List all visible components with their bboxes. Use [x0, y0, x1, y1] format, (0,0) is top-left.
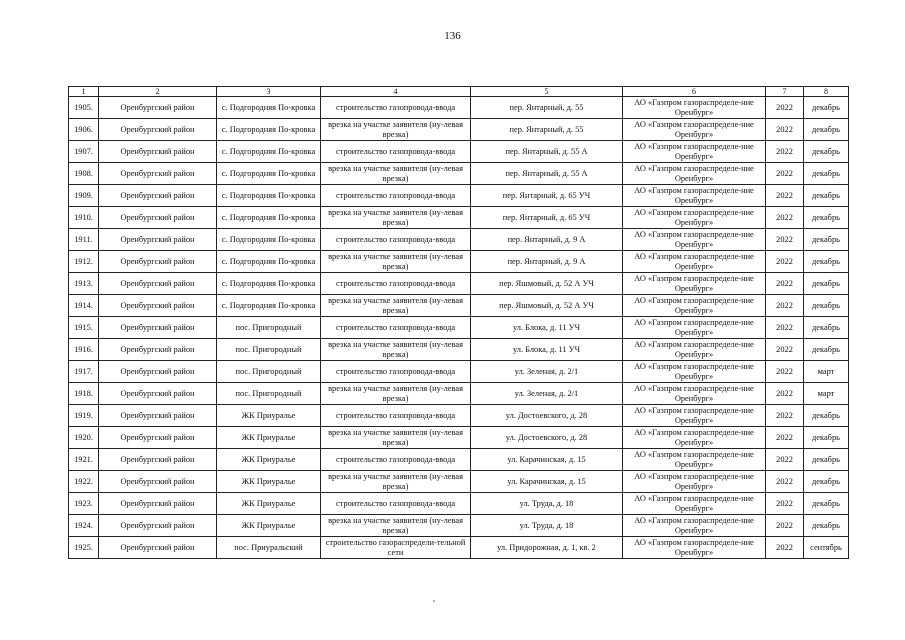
table-row — [69, 295, 849, 317]
row-number-cell: 1908. — [69, 163, 99, 185]
work-type-cell: врезка на участке заявителя (ну-левая врезка) — [321, 207, 471, 229]
table-row — [69, 471, 849, 493]
row-number-cell: 1905. — [69, 97, 99, 119]
month-cell: декабрь — [804, 515, 849, 537]
organization-cell: АО «Газпром газораспределе-ние Оренбург» — [623, 97, 766, 119]
organization-cell: АО «Газпром газораспределе-ние Оренбург» — [623, 537, 766, 559]
month-cell: декабрь — [804, 339, 849, 361]
month-cell: декабрь — [804, 471, 849, 493]
district-cell: Оренбургский район — [99, 207, 217, 229]
organization-cell: АО «Газпром газораспределе-ние Оренбург» — [623, 383, 766, 405]
organization-cell: АО «Газпром газораспределе-ние Оренбург» — [623, 317, 766, 339]
column-number: 5 — [471, 87, 623, 97]
work-type-cell: врезка на участке заявителя (ну-левая врезка) — [321, 471, 471, 493]
year-cell: 2022 — [766, 339, 804, 361]
work-type-cell: строительство газопровода-ввода — [321, 141, 471, 163]
organization-cell: АО «Газпром газораспределе-ние Оренбург» — [623, 493, 766, 515]
address-cell: пер. Янтарный, д. 65 УЧ — [471, 185, 623, 207]
year-cell: 2022 — [766, 207, 804, 229]
district-cell: Оренбургский район — [99, 383, 217, 405]
locality-cell: ЖК Приуралье — [217, 515, 321, 537]
table-row — [69, 493, 849, 515]
locality-cell: с. Подгородняя По-кровка — [217, 119, 321, 141]
district-cell: Оренбургский район — [99, 361, 217, 383]
row-number-cell: 1914. — [69, 295, 99, 317]
year-cell: 2022 — [766, 141, 804, 163]
locality-cell: с. Подгородняя По-кровка — [217, 163, 321, 185]
locality-cell: с. Подгородняя По-кровка — [217, 273, 321, 295]
address-cell: пер. Янтарный, д. 65 УЧ — [471, 207, 623, 229]
column-number: 7 — [766, 87, 804, 97]
work-type-cell: врезка на участке заявителя (ну-левая врезка) — [321, 119, 471, 141]
locality-cell: ЖК Приуралье — [217, 449, 321, 471]
locality-cell: с. Подгородняя По-кровка — [217, 185, 321, 207]
address-cell: пер. Янтарный, д. 9 А — [471, 251, 623, 273]
year-cell: 2022 — [766, 471, 804, 493]
year-cell: 2022 — [766, 251, 804, 273]
work-type-cell: строительство газопровода-ввода — [321, 185, 471, 207]
row-number-cell: 1919. — [69, 405, 99, 427]
work-type-cell: строительство газопровода-ввода — [321, 405, 471, 427]
column-number-row — [69, 87, 849, 97]
locality-cell: ЖК Приуралье — [217, 493, 321, 515]
organization-cell: АО «Газпром газораспределе-ние Оренбург» — [623, 119, 766, 141]
locality-cell: ЖК Приуралье — [217, 427, 321, 449]
locality-cell: с. Подгородняя По-кровка — [217, 251, 321, 273]
work-type-cell: строительство газопровода-ввода — [321, 273, 471, 295]
month-cell: декабрь — [804, 185, 849, 207]
organization-cell: АО «Газпром газораспределе-ние Оренбург» — [623, 427, 766, 449]
district-cell: Оренбургский район — [99, 119, 217, 141]
address-cell: пер. Янтарный, д. 55 А — [471, 163, 623, 185]
district-cell: Оренбургский район — [99, 405, 217, 427]
address-cell: ул. Карачинская, д. 15 — [471, 471, 623, 493]
work-type-cell: строительство газопровода-ввода — [321, 229, 471, 251]
row-number-cell: 1918. — [69, 383, 99, 405]
table-row — [69, 97, 849, 119]
year-cell: 2022 — [766, 515, 804, 537]
table-row — [69, 427, 849, 449]
year-cell: 2022 — [766, 493, 804, 515]
year-cell: 2022 — [766, 229, 804, 251]
locality-cell: пос. Пригородный — [217, 317, 321, 339]
district-cell: Оренбургский район — [99, 427, 217, 449]
address-cell: пер. Яшмовый, д. 52 А УЧ — [471, 295, 623, 317]
row-number-cell: 1925. — [69, 537, 99, 559]
work-type-cell: строительство газопровода-ввода — [321, 493, 471, 515]
year-cell: 2022 — [766, 449, 804, 471]
month-cell: декабрь — [804, 427, 849, 449]
address-cell: ул. Придорожная, д. 1, кв. 2 — [471, 537, 623, 559]
year-cell: 2022 — [766, 537, 804, 559]
locality-cell: с. Подгородняя По-кровка — [217, 229, 321, 251]
row-number-cell: 1920. — [69, 427, 99, 449]
locality-cell: пос. Приуральский — [217, 537, 321, 559]
organization-cell: АО «Газпром газораспределе-ние Оренбург» — [623, 163, 766, 185]
year-cell: 2022 — [766, 163, 804, 185]
year-cell: 2022 — [766, 405, 804, 427]
year-cell: 2022 — [766, 119, 804, 141]
month-cell: декабрь — [804, 493, 849, 515]
work-type-cell: строительство газопровода-ввода — [321, 361, 471, 383]
month-cell: декабрь — [804, 163, 849, 185]
district-cell: Оренбургский район — [99, 295, 217, 317]
row-number-cell: 1924. — [69, 515, 99, 537]
district-cell: Оренбургский район — [99, 163, 217, 185]
work-type-cell: врезка на участке заявителя (ну-левая врезка) — [321, 383, 471, 405]
table-row — [69, 405, 849, 427]
organization-cell: АО «Газпром газораспределе-ние Оренбург» — [623, 361, 766, 383]
district-cell: Оренбургский район — [99, 317, 217, 339]
year-cell: 2022 — [766, 185, 804, 207]
address-cell: ул. Зеленая, д. 2/1 — [471, 383, 623, 405]
year-cell: 2022 — [766, 97, 804, 119]
locality-cell: ЖК Приуралье — [217, 471, 321, 493]
organization-cell: АО «Газпром газораспределе-ние Оренбург» — [623, 141, 766, 163]
district-cell: Оренбургский район — [99, 449, 217, 471]
row-number-cell: 1921. — [69, 449, 99, 471]
work-type-cell: врезка на участке заявителя (ну-левая врезка) — [321, 295, 471, 317]
organization-cell: АО «Газпром газораспределе-ние Оренбург» — [623, 471, 766, 493]
locality-cell: с. Подгородняя По-кровка — [217, 141, 321, 163]
month-cell: декабрь — [804, 317, 849, 339]
row-number-cell: 1913. — [69, 273, 99, 295]
column-number: 2 — [99, 87, 217, 97]
work-type-cell: врезка на участке заявителя (ну-левая врезка) — [321, 339, 471, 361]
month-cell: декабрь — [804, 405, 849, 427]
year-cell: 2022 — [766, 317, 804, 339]
organization-cell: АО «Газпром газораспределе-ние Оренбург» — [623, 295, 766, 317]
work-type-cell: врезка на участке заявителя (ну-левая врезка) — [321, 251, 471, 273]
locality-cell: с. Подгородняя По-кровка — [217, 207, 321, 229]
table-row — [69, 185, 849, 207]
district-cell: Оренбургский район — [99, 97, 217, 119]
district-cell: Оренбургский район — [99, 251, 217, 273]
address-cell: пер. Янтарный, д. 9 А — [471, 229, 623, 251]
organization-cell: АО «Газпром газораспределе-ние Оренбург» — [623, 339, 766, 361]
address-cell: ул. Блока, д. 11 УЧ — [471, 339, 623, 361]
address-cell: ул. Блока, д. 11 УЧ — [471, 317, 623, 339]
month-cell: декабрь — [804, 97, 849, 119]
district-cell: Оренбургский район — [99, 185, 217, 207]
month-cell: декабрь — [804, 295, 849, 317]
organization-cell: АО «Газпром газораспределе-ние Оренбург» — [623, 515, 766, 537]
district-cell: Оренбургский район — [99, 515, 217, 537]
table-row — [69, 273, 849, 295]
column-number: 4 — [321, 87, 471, 97]
work-type-cell: строительство газопровода-ввода — [321, 97, 471, 119]
month-cell: декабрь — [804, 251, 849, 273]
work-type-cell: строительство газопровода-ввода — [321, 449, 471, 471]
table-row — [69, 141, 849, 163]
row-number-cell: 1909. — [69, 185, 99, 207]
row-number-cell: 1906. — [69, 119, 99, 141]
table-row — [69, 317, 849, 339]
address-cell: ул. Карачинская, д. 15 — [471, 449, 623, 471]
district-cell: Оренбургский район — [99, 229, 217, 251]
page-number: 136 — [444, 30, 461, 42]
gas-connection-table — [68, 86, 849, 559]
work-type-cell: строительство газораспредели-тельной сети — [321, 537, 471, 559]
column-number: 3 — [217, 87, 321, 97]
year-cell: 2022 — [766, 361, 804, 383]
table-row — [69, 339, 849, 361]
locality-cell: пос. Пригородный — [217, 383, 321, 405]
address-cell: ул. Достоевского, д. 28 — [471, 405, 623, 427]
month-cell: декабрь — [804, 141, 849, 163]
month-cell: март — [804, 383, 849, 405]
month-cell: декабрь — [804, 449, 849, 471]
row-number-cell: 1911. — [69, 229, 99, 251]
district-cell: Оренбургский район — [99, 273, 217, 295]
locality-cell: с. Подгородняя По-кровка — [217, 97, 321, 119]
address-cell: пер. Янтарный, д. 55 — [471, 97, 623, 119]
locality-cell: с. Подгородняя По-кровка — [217, 295, 321, 317]
year-cell: 2022 — [766, 273, 804, 295]
organization-cell: АО «Газпром газораспределе-ние Оренбург» — [623, 207, 766, 229]
locality-cell: ЖК Приуралье — [217, 405, 321, 427]
table-row — [69, 515, 849, 537]
table-row — [69, 449, 849, 471]
year-cell: 2022 — [766, 427, 804, 449]
table-row — [69, 229, 849, 251]
address-cell: пер. Янтарный, д. 55 — [471, 119, 623, 141]
table-row — [69, 207, 849, 229]
row-number-cell: 1910. — [69, 207, 99, 229]
organization-cell: АО «Газпром газораспределе-ние Оренбург» — [623, 229, 766, 251]
address-cell: пер. Янтарный, д. 55 А — [471, 141, 623, 163]
table-row — [69, 119, 849, 141]
address-cell: ул. Труда, д. 18 — [471, 515, 623, 537]
organization-cell: АО «Газпром газораспределе-ние Оренбург» — [623, 251, 766, 273]
year-cell: 2022 — [766, 295, 804, 317]
table-row — [69, 383, 849, 405]
row-number-cell: 1917. — [69, 361, 99, 383]
month-cell: март — [804, 361, 849, 383]
locality-cell: пос. Пригородный — [217, 339, 321, 361]
table-row — [69, 537, 849, 559]
work-type-cell: врезка на участке заявителя (ну-левая врезка) — [321, 163, 471, 185]
address-cell: ул. Труда, д. 18 — [471, 493, 623, 515]
table-row — [69, 251, 849, 273]
scan-speck — [433, 600, 435, 602]
address-cell: пер. Яшмовый, д. 52 А УЧ — [471, 273, 623, 295]
row-number-cell: 1916. — [69, 339, 99, 361]
month-cell: декабрь — [804, 273, 849, 295]
work-type-cell: врезка на участке заявителя (ну-левая врезка) — [321, 427, 471, 449]
month-cell: декабрь — [804, 207, 849, 229]
row-number-cell: 1907. — [69, 141, 99, 163]
table-row — [69, 163, 849, 185]
district-cell: Оренбургский район — [99, 493, 217, 515]
row-number-cell: 1915. — [69, 317, 99, 339]
address-cell: ул. Зеленая, д. 2/1 — [471, 361, 623, 383]
locality-cell: пос. Пригородный — [217, 361, 321, 383]
column-number: 8 — [804, 87, 849, 97]
column-number: 6 — [623, 87, 766, 97]
row-number-cell: 1922. — [69, 471, 99, 493]
year-cell: 2022 — [766, 383, 804, 405]
district-cell: Оренбургский район — [99, 339, 217, 361]
row-number-cell: 1912. — [69, 251, 99, 273]
address-cell: ул. Достоевского, д. 28 — [471, 427, 623, 449]
table-row — [69, 361, 849, 383]
row-number-cell: 1923. — [69, 493, 99, 515]
district-cell: Оренбургский район — [99, 141, 217, 163]
district-cell: Оренбургский район — [99, 537, 217, 559]
organization-cell: АО «Газпром газораспределе-ние Оренбург» — [623, 185, 766, 207]
column-number: 1 — [69, 87, 99, 97]
organization-cell: АО «Газпром газораспределе-ние Оренбург» — [623, 273, 766, 295]
work-type-cell: врезка на участке заявителя (ну-левая врезка) — [321, 515, 471, 537]
district-cell: Оренбургский район — [99, 471, 217, 493]
month-cell: сентябрь — [804, 537, 849, 559]
month-cell: декабрь — [804, 229, 849, 251]
work-type-cell: строительство газопровода-ввода — [321, 317, 471, 339]
organization-cell: АО «Газпром газораспределе-ние Оренбург» — [623, 405, 766, 427]
month-cell: декабрь — [804, 119, 849, 141]
organization-cell: АО «Газпром газораспределе-ние Оренбург» — [623, 449, 766, 471]
